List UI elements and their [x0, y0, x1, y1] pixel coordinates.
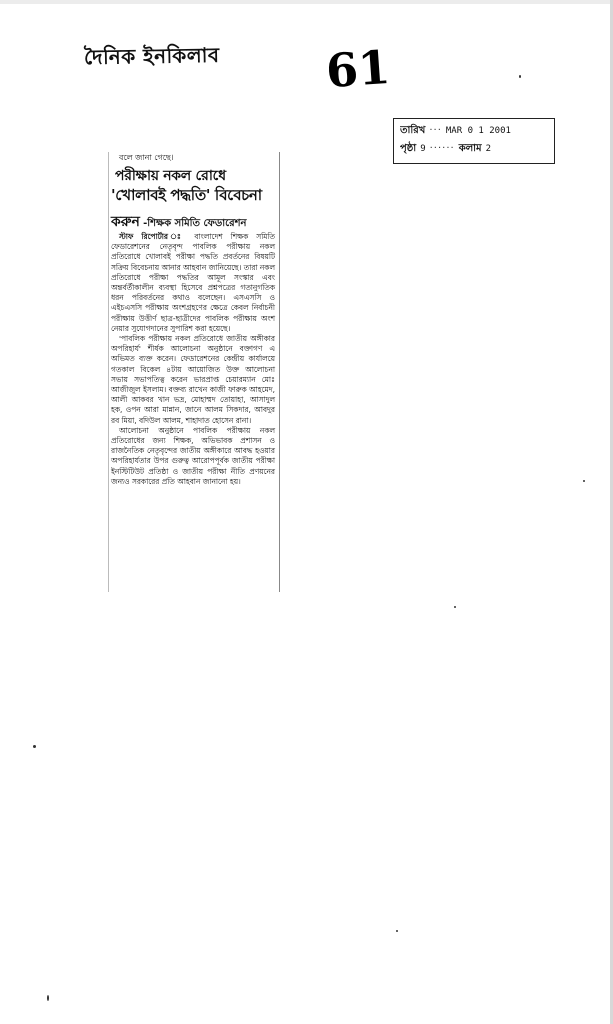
archive-stamp [393, 118, 555, 164]
clip-header-tag: বলে জানা গেছে। [119, 153, 174, 162]
stamp-dots: ··· [429, 125, 442, 136]
stamp-date-row [400, 122, 548, 140]
scan-speck [583, 480, 585, 482]
scan-top-edge [0, 0, 613, 4]
scan-speck [33, 745, 36, 748]
scan-speck [454, 606, 456, 608]
paragraph-3: আলোচনা অনুষ্ঠানে পাবলিক পরীক্ষায় নকল প্রতিরোধের জন্য শিক্ষক, অভিভাবক প্রশাসন ও রাজনৈতিক নেতৃবৃন্দের জাতীয় অঙ্গীকারে আবদ্ধ হওয়ার অপরিহার্যতার উপর গুরুত্ব আরোপপূর্বক জাতীয় পরীক্ষা ইনস্টিটিউট প্রতিষ্ঠা ও জাতীয় পরীক্ষা নীতি প্রণয়নের জন্যও সরকারের প্রতি আহবান জানানো হয়। [111, 425, 275, 486]
stamp-page-value: 9 [420, 144, 426, 154]
stamp-column-label: কলাম [458, 143, 482, 154]
newspaper-masthead: দৈনিক ইনকিলাব [83, 42, 220, 70]
headline-line-2: 'খোলাবই পদ্ধতি' বিবেচনা [111, 186, 262, 204]
stamp-page-label: পৃষ্ঠা [400, 143, 417, 154]
paragraph-1 [111, 232, 275, 334]
stamp-dots: ······ [429, 143, 455, 154]
paragraph-1-text: বাংলাদেশ শিক্ষক সমিতি ফেডারেশনের নেতৃবৃন্দ পাবলিক পরীক্ষায় নকল প্রতিরোধে খোলাবই পরীক্ষা পদ্ধতি প্রবর্তনের বিষয়টি সক্রিয় বিবেচনায় আনার আহবান জানিয়েছে। তারা নকল প্রতিরোধে পরীক্ষা পদ্ধতির আমূল সংস্কার এবং অন্তর্বর্তীকালীন ব্যবস্থা হিসেবে প্রশ্নপত্রের গতানুগতিক ধরন পরিবর্তনের কথাও বলেছেন। এসএসসি ও এইচএসসি পরীক্ষায় অংশগ্রহণের ক্ষেত্রে কেবল নির্বাচনী পরীক্ষায় উত্তীর্ণ ছাত্র-ছাত্রীদের পাবলিক পরীক্ষায় অংশ নেয়ার সুযোগদানের সুপারিশ করা হয়েছে। [111, 232, 275, 333]
scan-speck [396, 930, 398, 932]
scan-speck [519, 75, 521, 78]
stamp-column-value: 2 [485, 144, 492, 154]
newspaper-clipping [108, 152, 280, 592]
stamp-date-value: MAR 0 1 2001 [445, 126, 511, 136]
headline-line-1: পরীক্ষায় নকল রোধে [115, 168, 226, 184]
handwritten-page-number: 61 [324, 39, 392, 99]
byline: স্টাফ রিপোর্টার ঃ [119, 232, 187, 241]
article-body [111, 232, 275, 487]
stamp-date-label: তারিখ [400, 125, 426, 136]
stamp-page-row [400, 140, 548, 158]
subhead-main: করুন [111, 214, 140, 230]
scan-speck [47, 995, 49, 1001]
paragraph-2: 'পাবলিক পরীক্ষায় নকল প্রতিরোধে জাতীয় অঙ্গীকার অপরিহার্য' শীর্ষক আলোচনা অনুষ্ঠানে বক্তাগণ এ অভিমত ব্যক্ত করেন। ফেডারেশনের কেন্দ্রীয় কার্যালয়ে গতকাল বিকেল ৪টায় আয়োজিত উক্ত আলোচনা সভায় সভাপতিত্ব করেন ভারপ্রাপ্ত চেয়ারম্যান মোঃ আজীজুল ইসলাম। বক্তব্য রাখেন কাজী ফারুক আহমেদ, আলী আকবর খান ভদ্র, মোহাম্মদ তোয়াহা, আসাদুল হক, ওপন আরা মান্নান, জানে আলম সিকদার, আবদুর রব মিয়া, বদিউল আলম, শাহাদাত হোসেন রানা। [111, 334, 275, 425]
subhead-rest: -শিক্ষক সমিতি ফেডারেশন [143, 218, 247, 229]
subheadline [111, 210, 277, 234]
